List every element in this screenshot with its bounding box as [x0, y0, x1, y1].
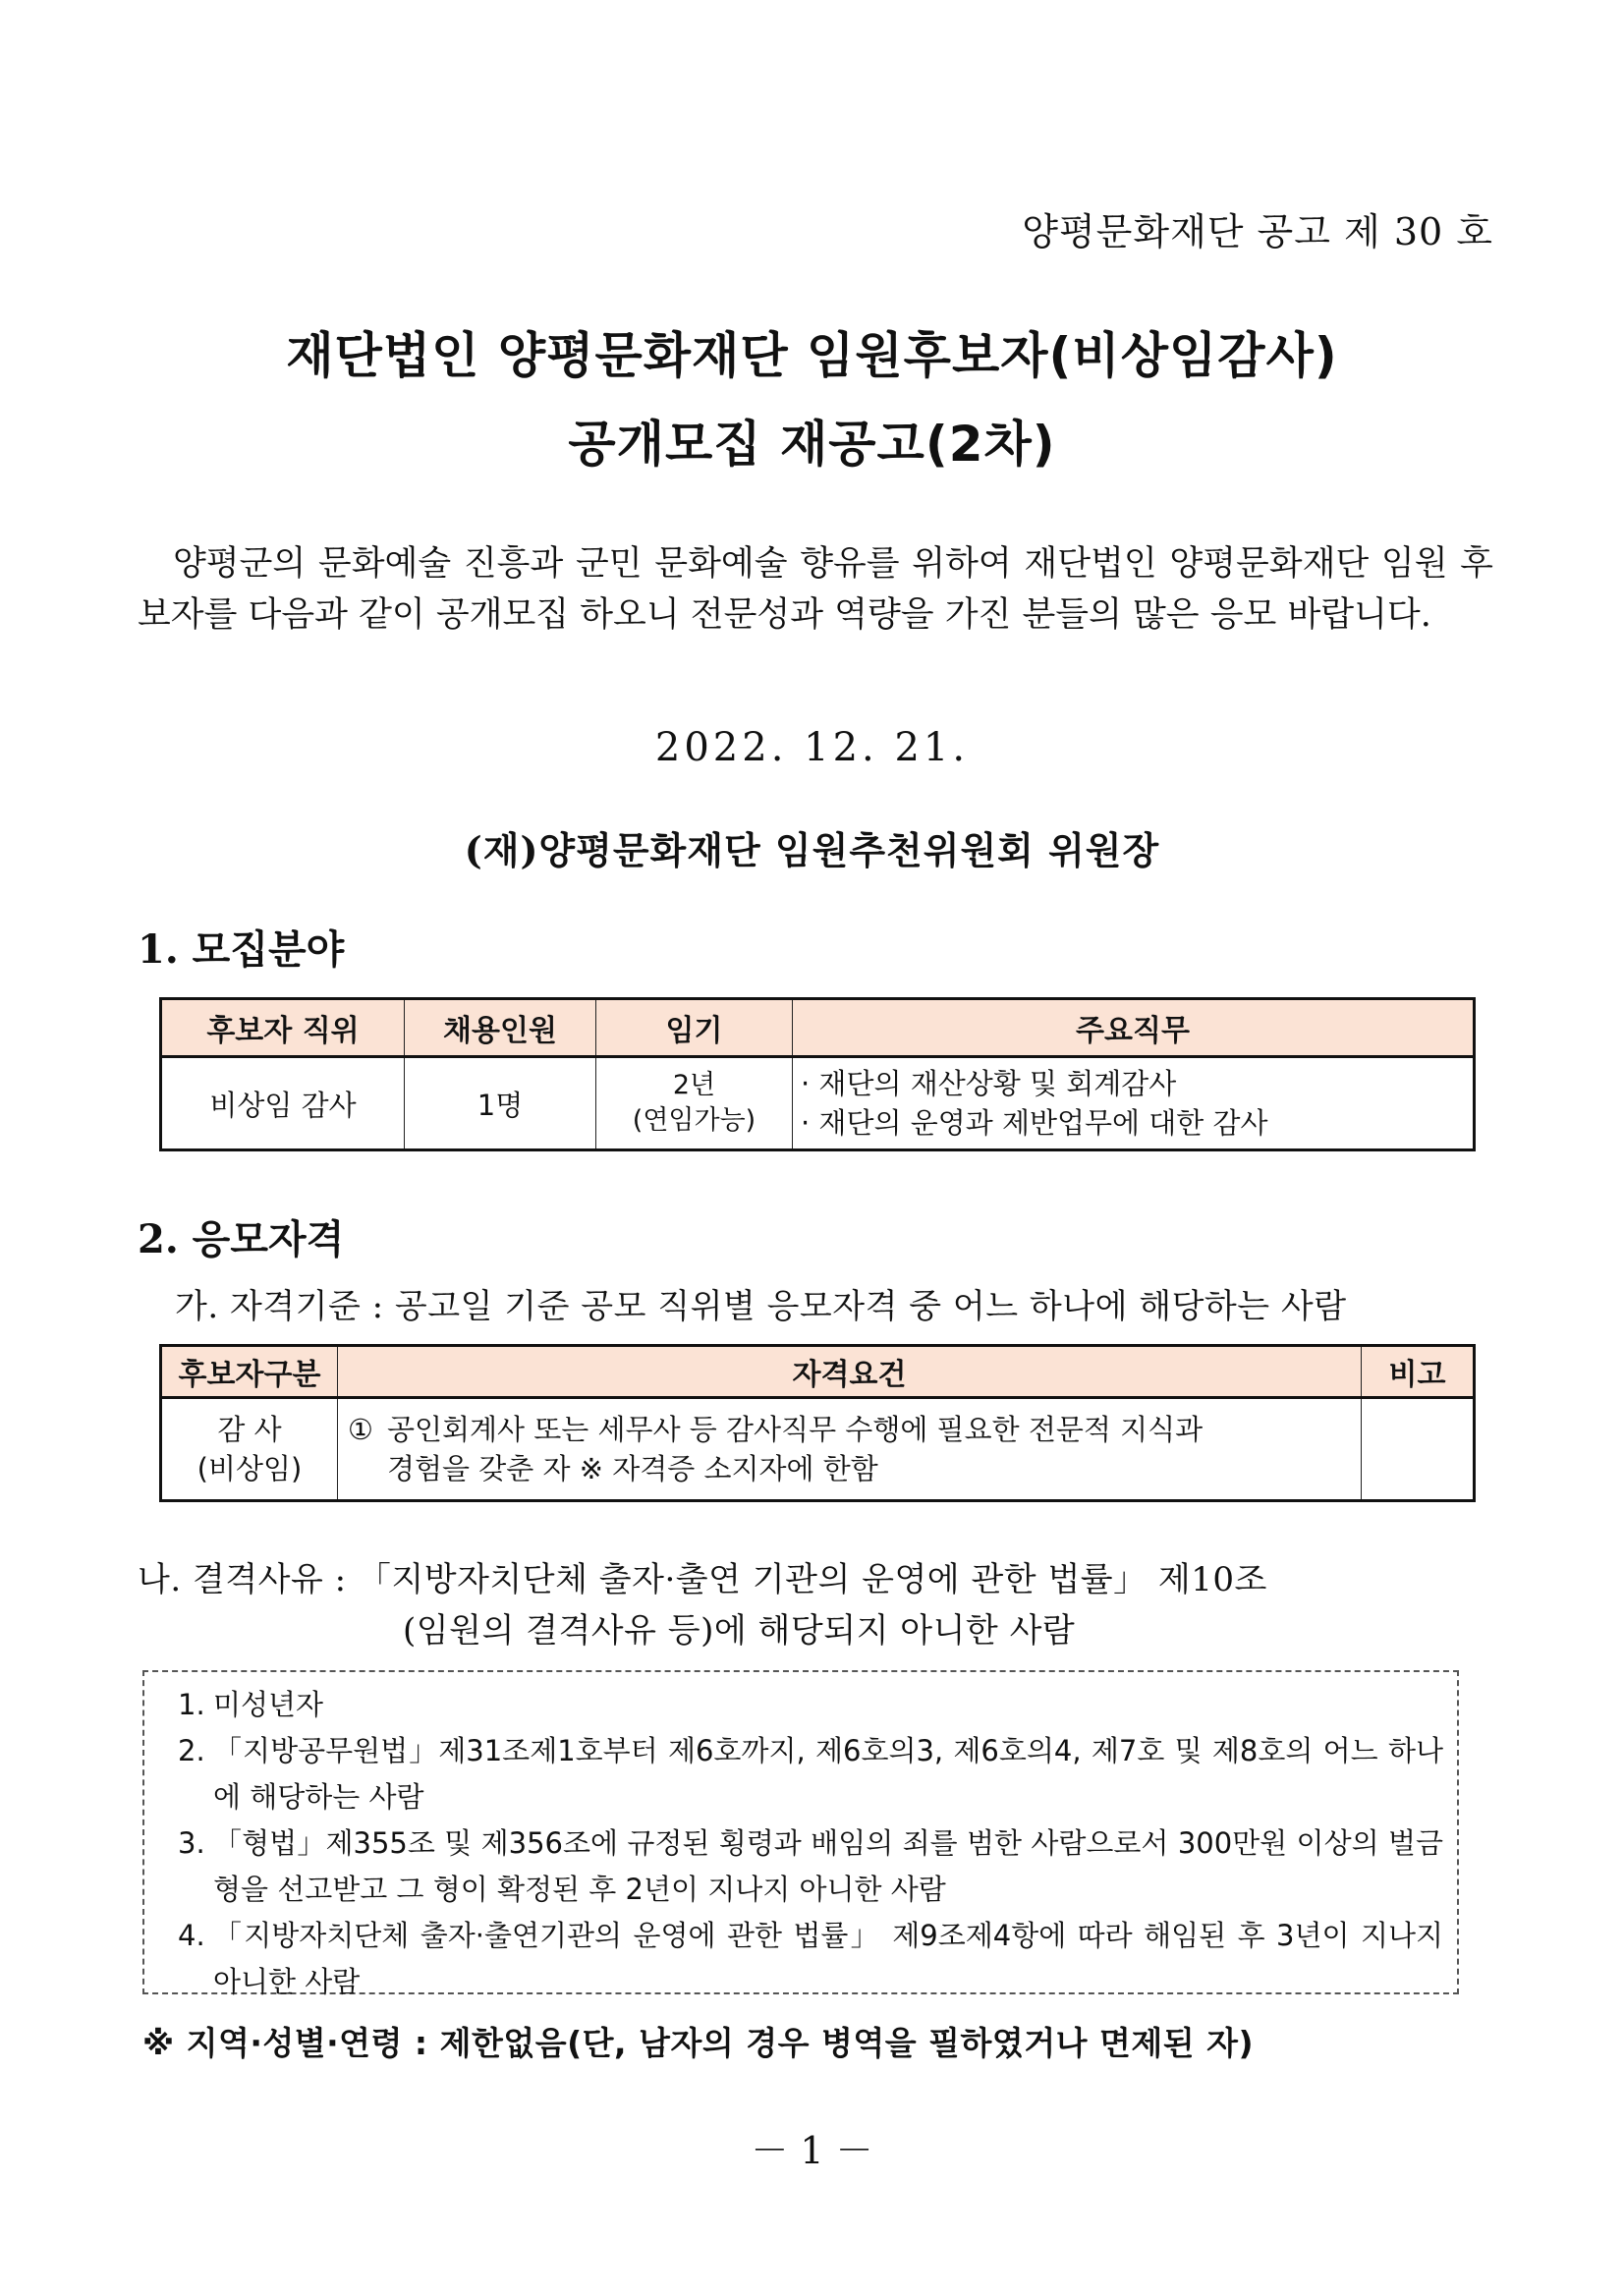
cell-position: 비상임 감사 [161, 1057, 405, 1150]
list-item-text: 「지방자치단체 출자·출연기관의 운영에 관한 법률」 제9조제4항에 따라 해임된 후 3년이 지나지 아니한 사람 [213, 1919, 1443, 1998]
requirement-line1: 공인회계사 또는 세무사 등 감사직무 수행에 필요한 전문적 지식과 [387, 1413, 1204, 1446]
committee-chairman: (재)양평문화재단 임원추천위원회 위원장 [464, 828, 1160, 872]
qualification-criteria: 가. 자격기준 : 공고일 기준 공모 직위별 응모자격 중 어느 하나에 해당하는 사람 [175, 1287, 1347, 1326]
footnote: ※ 지역·성별·연령 : 제한없음(단, 남자의 경우 병역을 필하였거나 면제된 자) [142, 2024, 1255, 2062]
list-item-number: 4. [178, 1919, 205, 1952]
term-line1: 2년 [672, 1070, 716, 1100]
term-line2: (연임가능) [632, 1105, 756, 1136]
list-item-text: 「형법」제355조 및 제356조에 규정된 횡령과 배임의 죄를 범한 사람으로서 300만원 이상의 벌금형을 선고받고 그 형이 확정된 후 2년이 지나지 아니한 사람 [213, 1826, 1443, 1906]
header-duties: 주요직무 [793, 999, 1475, 1057]
list-item-number: 2. [178, 1734, 205, 1767]
category-line2: (비상임) [196, 1452, 303, 1485]
intro-text: 양평군의 문화예술 진흥과 군민 문화예술 향유를 위하여 재단법인 양평문화재단 임원 후보자를 다음과 같이 공개모집 하오니 전문성과 역량을 가진 분들의 많은 응모 바랍니다. [138, 544, 1493, 635]
duty-item: · 재단의 재산상황 및 회계감사 [801, 1067, 1177, 1100]
list-item-number: 1. [178, 1688, 205, 1721]
list-item [178, 1820, 1443, 1913]
disqualification-intro: 나. 결격사유 : 「지방자치단체 출자·출연 기관의 운영에 관한 법률」 제10조 [138, 1560, 1267, 1599]
requirement-line2: 경험을 갖춘 자 ※ 자격증 소지자에 한함 [387, 1452, 878, 1485]
page-number: － 1 － [751, 2129, 873, 2172]
list-item [178, 1913, 1443, 2005]
header-position: 후보자 직위 [161, 999, 405, 1057]
cell-duties [793, 1057, 1475, 1150]
announcement-date: 2022. 12. 21. [654, 725, 970, 770]
list-item-text: 「지방공무원법」제31조제1호부터 제6호까지, 제6호의3, 제6호의4, 제7호 및 제8호의 어느 하나에 해당하는 사람 [213, 1734, 1443, 1814]
document-title-line1: 재단법인 양평문화재단 임원후보자(비상임감사) [286, 327, 1338, 384]
table-header-row [161, 1346, 1475, 1398]
header-term: 임기 [596, 999, 793, 1057]
duty-item: · 재단의 운영과 제반업무에 대한 감사 [801, 1106, 1268, 1140]
qualification-table [159, 1344, 1476, 1502]
list-item [178, 1728, 1443, 1820]
list-item [178, 1682, 1443, 1728]
document-title-line2: 공개모집 재공고(2차) [568, 416, 1056, 473]
table-row [161, 1398, 1475, 1501]
cell-term [596, 1057, 793, 1150]
header-requirements: 자격요건 [338, 1346, 1362, 1398]
recruitment-table [159, 997, 1476, 1151]
requirement-number: ① [348, 1413, 373, 1446]
section-heading-recruitment: 1. 모집분야 [138, 926, 345, 973]
category-line1: 감 사 [217, 1413, 282, 1446]
table-header-row [161, 999, 1475, 1057]
section-heading-qualifications: 2. 응모자격 [138, 1216, 345, 1262]
disqualification-box [142, 1670, 1459, 1998]
intro-paragraph [138, 538, 1493, 641]
table-row [161, 1057, 1475, 1150]
header-count: 채용인원 [405, 999, 596, 1057]
notice-number: 양평문화재단 공고 제 30 호 [1022, 210, 1493, 253]
cell-category [161, 1398, 338, 1501]
header-category: 후보자구분 [161, 1346, 338, 1398]
cell-requirements [338, 1398, 1362, 1501]
header-note: 비고 [1362, 1346, 1475, 1398]
list-item-text: 미성년자 [213, 1688, 324, 1721]
disqualification-intro-cont: (임원의 결격사유 등)에 해당되지 아니한 사람 [403, 1611, 1076, 1651]
list-item-number: 3. [178, 1826, 205, 1860]
cell-note [1362, 1398, 1475, 1501]
cell-count: 1명 [405, 1057, 596, 1150]
